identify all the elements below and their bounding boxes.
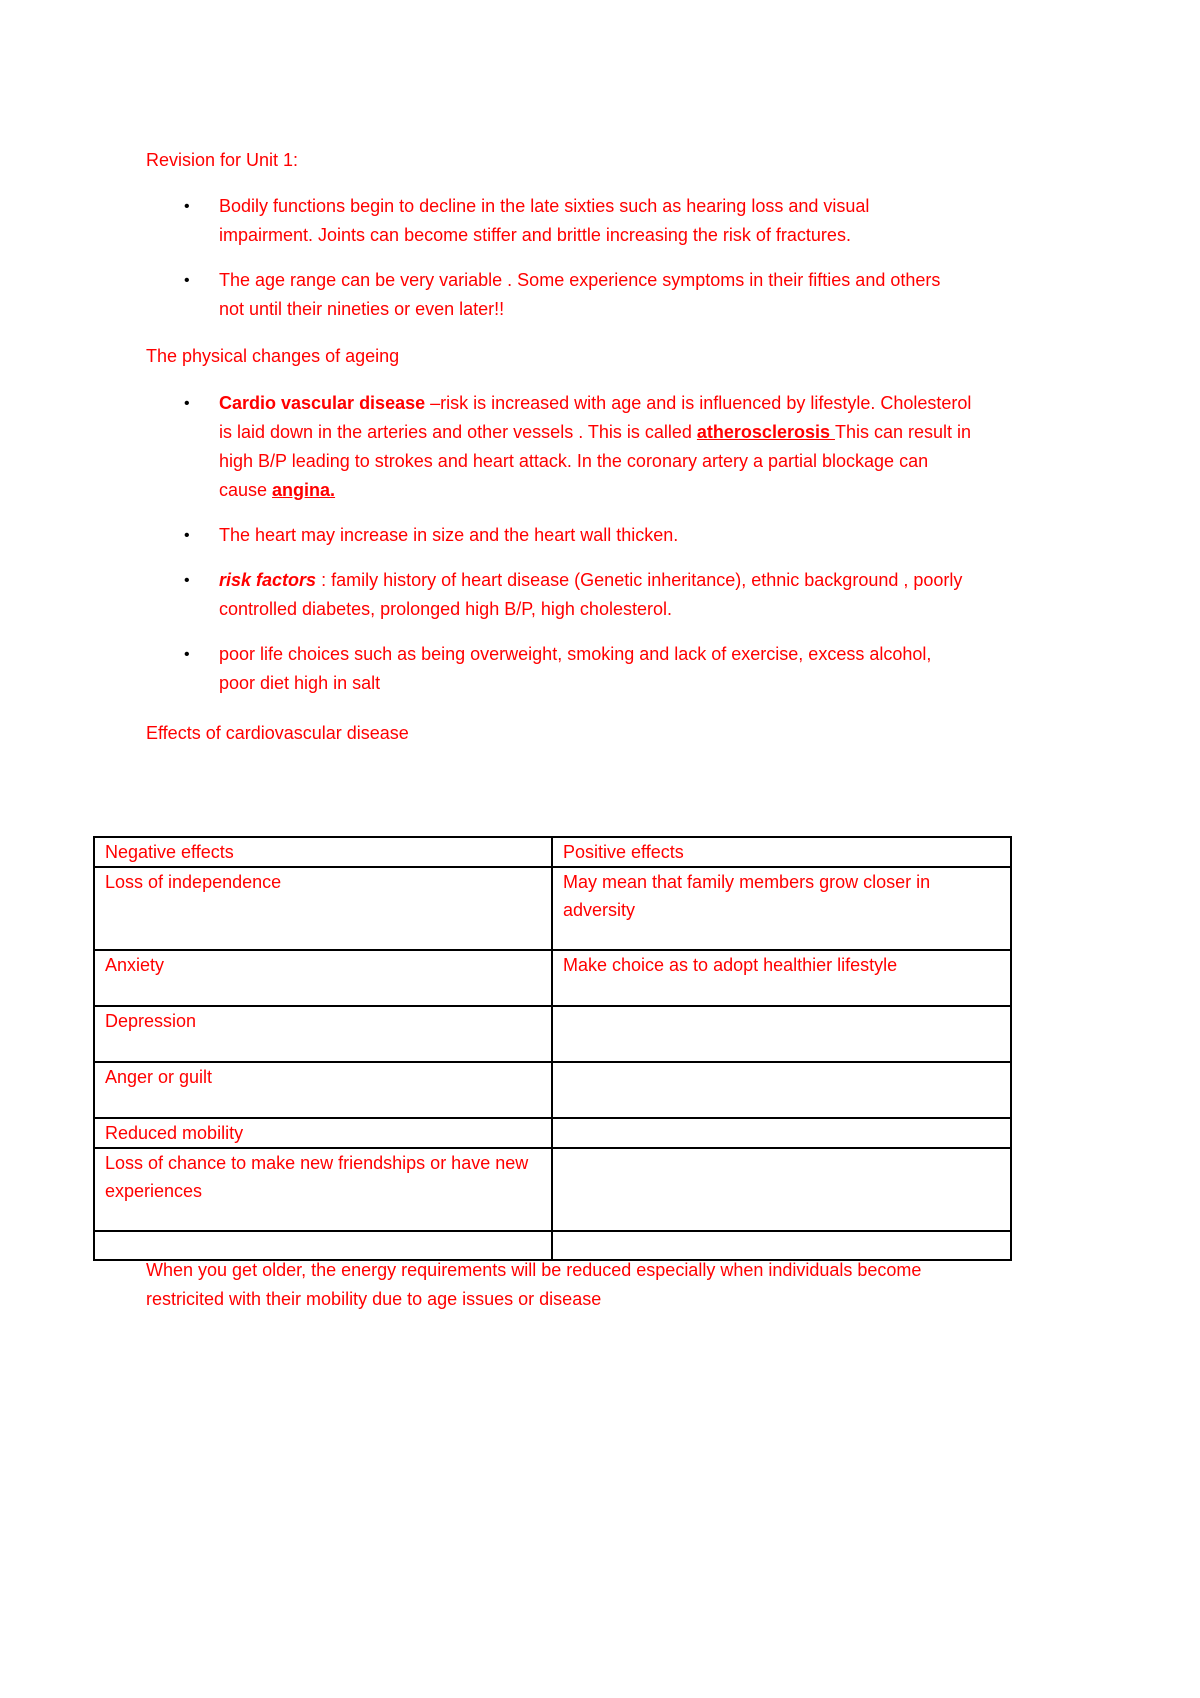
negative-cell: Anger or guilt bbox=[94, 1062, 552, 1118]
positive-cell: Make choice as to adopt healthier lifestyle bbox=[552, 950, 1011, 1006]
negative-cell: Loss of independence bbox=[94, 867, 552, 950]
effects-table bbox=[93, 836, 1012, 1261]
bullet-icon: • bbox=[184, 527, 190, 544]
bullet-text: Bodily functions begin to decline in the late sixties such as hearing loss and visual bbox=[219, 196, 870, 216]
positive-cell: May mean that family members grow closer in adversity bbox=[552, 867, 1011, 950]
list-item bbox=[146, 192, 1066, 250]
closing-line: restricited with their mobility due to age issues or disease bbox=[146, 1289, 602, 1309]
key-term: atherosclerosis bbox=[696, 422, 835, 442]
bullet-text: : family history of heart disease (Genetic inheritance), ethnic background , poorly bbox=[316, 570, 963, 590]
positive-cell bbox=[552, 1062, 1011, 1118]
key-term: Cardio vascular disease bbox=[219, 393, 426, 413]
list-item bbox=[146, 389, 1066, 505]
bullet-text: The heart may increase in size and the heart wall thicken. bbox=[219, 525, 679, 545]
table-row bbox=[94, 1148, 1011, 1231]
bullet-icon: • bbox=[184, 646, 190, 663]
section-heading: Effects of cardiovascular disease bbox=[146, 723, 409, 743]
key-term: angina. bbox=[272, 480, 336, 500]
section-heading: The physical changes of ageing bbox=[146, 346, 400, 366]
bullet-text: is laid down in the arteries and other vessels . This is called bbox=[219, 422, 697, 442]
bullet-text: not until their nineties or even later!! bbox=[219, 299, 505, 319]
positive-cell bbox=[552, 1148, 1011, 1231]
bullet-icon: • bbox=[184, 395, 190, 412]
negative-cell: Depression bbox=[94, 1006, 552, 1062]
list-item bbox=[146, 521, 1066, 550]
list-item bbox=[146, 266, 1066, 324]
table-header-row bbox=[94, 837, 1011, 867]
bullet-text: cause bbox=[219, 480, 273, 500]
table-row bbox=[94, 1006, 1011, 1062]
negative-cell: Loss of chance to make new friendships or have new experiences bbox=[94, 1148, 552, 1231]
bullet-text: The age range can be very variable . Some experience symptoms in their fifties and others bbox=[219, 270, 941, 290]
positive-cell bbox=[552, 1118, 1011, 1148]
bullet-text: –risk is increased with age and is influenced by lifestyle. Cholesterol bbox=[425, 393, 972, 413]
negative-cell: Reduced mobility bbox=[94, 1118, 552, 1148]
table-row bbox=[94, 950, 1011, 1006]
bullet-icon: • bbox=[184, 272, 190, 289]
intro-bullet-list bbox=[146, 192, 1066, 324]
closing-paragraph bbox=[146, 1256, 1066, 1314]
bullet-text: controlled diabetes, prolonged high B/P, high cholesterol. bbox=[219, 599, 672, 619]
page-title: Revision for Unit 1: bbox=[146, 150, 299, 170]
table-row bbox=[94, 867, 1011, 950]
bullet-text: This can result in bbox=[834, 422, 972, 442]
list-item bbox=[146, 640, 1066, 698]
bullet-text: high B/P leading to strokes and heart attack. In the coronary artery a partial blockage can bbox=[219, 451, 929, 471]
bullet-text: poor life choices such as being overweight, smoking and lack of exercise, excess alcohol, bbox=[219, 644, 932, 664]
column-header-negative: Negative effects bbox=[94, 837, 552, 867]
bullet-icon: • bbox=[184, 198, 190, 215]
physical-bullet-list bbox=[146, 389, 1066, 698]
table-row bbox=[94, 1118, 1011, 1148]
column-header-positive: Positive effects bbox=[552, 837, 1011, 867]
negative-cell: Anxiety bbox=[94, 950, 552, 1006]
table-row bbox=[94, 1062, 1011, 1118]
closing-line: When you get older, the energy requirements will be reduced especially when individuals become bbox=[146, 1260, 922, 1280]
positive-cell bbox=[552, 1006, 1011, 1062]
bullet-icon: • bbox=[184, 572, 190, 589]
bullet-text: poor diet high in salt bbox=[219, 673, 381, 693]
list-item bbox=[146, 566, 1066, 624]
bullet-text: impairment. Joints can become stiffer and brittle increasing the risk of fractures. bbox=[219, 225, 851, 245]
key-term: risk factors bbox=[219, 570, 317, 590]
